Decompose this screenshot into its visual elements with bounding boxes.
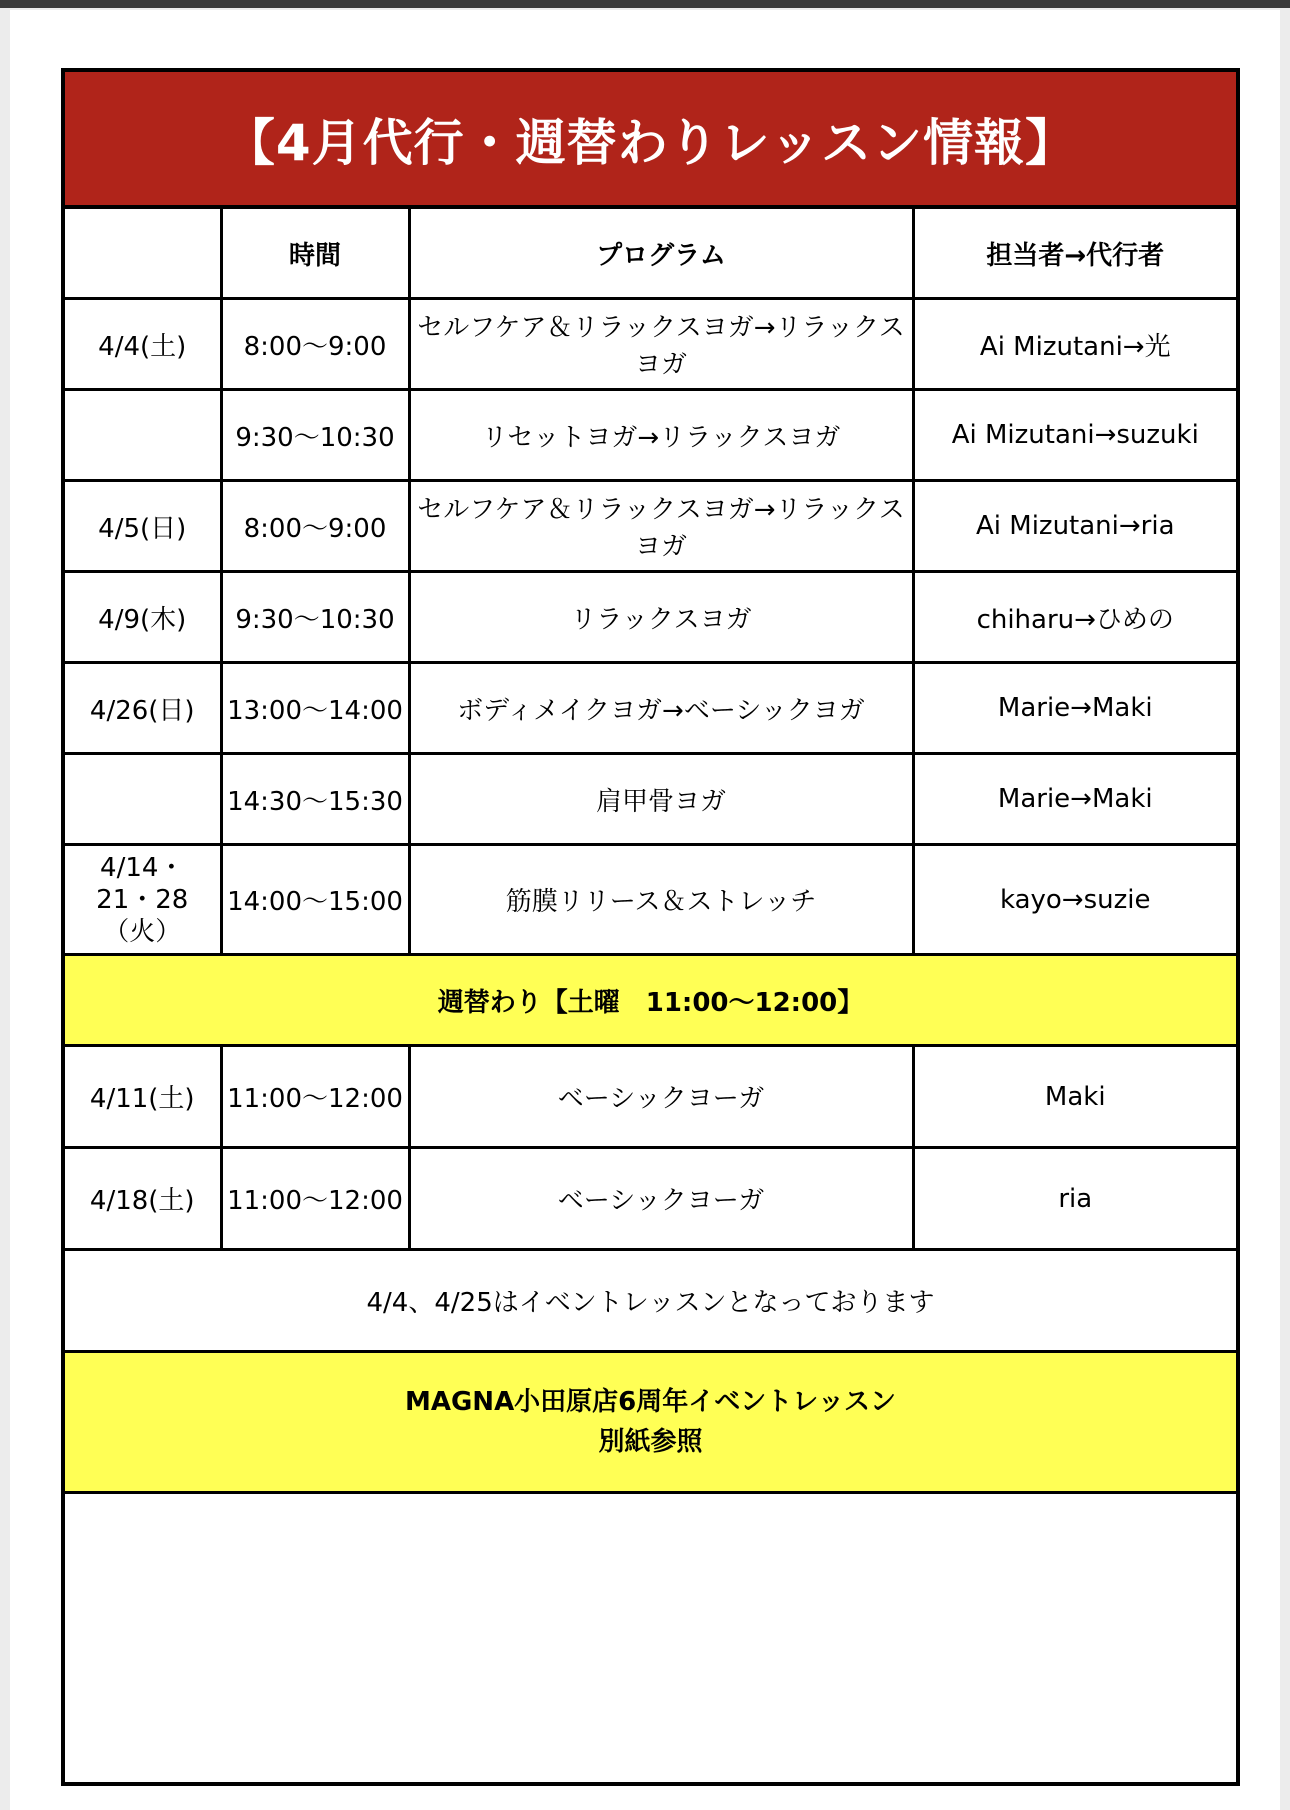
cell-time: 11:00～12:00 xyxy=(221,1148,409,1250)
cell-program: ベーシックヨーガ xyxy=(409,1046,913,1148)
event-subtitle: 別紙参照 xyxy=(598,1427,703,1457)
cell-date: 4/11(土) xyxy=(65,1046,221,1148)
header-program: プログラム xyxy=(409,209,913,299)
cell-program: セルフケア＆リラックスヨガ→リラックスヨガ xyxy=(409,299,913,390)
cell-instructor: ria xyxy=(913,1148,1236,1250)
cell-program: ベーシックヨーガ xyxy=(409,1148,913,1250)
cell-date: 4/26(日) xyxy=(65,663,221,754)
cell-instructor: Ai Mizutani→suzuki xyxy=(913,390,1236,481)
document-page xyxy=(10,10,1280,1810)
table-row xyxy=(65,572,1236,663)
event-title: MAGNA小田原店6周年イベントレッスン xyxy=(404,1387,897,1417)
cell-instructor: Marie→Maki xyxy=(913,663,1236,754)
cell-program: リセットヨガ→リラックスヨガ xyxy=(409,390,913,481)
cell-instructor: Ai Mizutani→光 xyxy=(913,299,1236,390)
table-row xyxy=(65,481,1236,572)
cell-date: 4/9(木) xyxy=(65,572,221,663)
cell-time: 13:00～14:00 xyxy=(221,663,409,754)
date-line: 21・28 xyxy=(96,884,189,915)
table-row xyxy=(65,845,1236,955)
cell-date xyxy=(65,754,221,845)
cell-instructor: Maki xyxy=(913,1046,1236,1148)
cell-time: 11:00～12:00 xyxy=(221,1046,409,1148)
cell-time: 14:00～15:00 xyxy=(221,845,409,955)
schedule-table xyxy=(65,209,1236,1785)
cell-program: 筋膜リリース＆ストレッチ xyxy=(409,845,913,955)
cell-date: 4/5(日) xyxy=(65,481,221,572)
header-time: 時間 xyxy=(221,209,409,299)
date-line: （火） xyxy=(103,916,182,947)
cell-time: 8:00～9:00 xyxy=(221,481,409,572)
event-notice xyxy=(65,1352,1236,1493)
cell-program: セルフケア＆リラックスヨガ→リラックスヨガ xyxy=(409,481,913,572)
cell-time: 9:30～10:30 xyxy=(221,390,409,481)
page-title: 【4月代行・週替わりレッスン情報】 xyxy=(65,72,1236,209)
cell-program: 肩甲骨ヨガ xyxy=(409,754,913,845)
schedule-sheet xyxy=(61,68,1240,1786)
cell-date: 4/18(土) xyxy=(65,1148,221,1250)
cell-time: 14:30～15:30 xyxy=(221,754,409,845)
table-row xyxy=(65,299,1236,390)
table-row xyxy=(65,754,1236,845)
date-line: 4/14・ xyxy=(100,852,185,883)
header-date xyxy=(65,209,221,299)
cell-instructor: chiharu→ひめの xyxy=(913,572,1236,663)
cell-program: ボディメイクヨガ→ベーシックヨガ xyxy=(409,663,913,754)
cell-date: 4/4(土) xyxy=(65,299,221,390)
cell-instructor: Ai Mizutani→ria xyxy=(913,481,1236,572)
weekly-band-label: 週替わり【土曜 11:00～12:00】 xyxy=(65,955,1236,1046)
cell-date xyxy=(65,390,221,481)
table-row xyxy=(65,1148,1236,1250)
top-bar xyxy=(0,0,1290,8)
weekly-band xyxy=(65,955,1236,1046)
table-header xyxy=(65,209,1236,299)
cell-instructor: kayo→suzie xyxy=(913,845,1236,955)
cell-date xyxy=(65,845,221,955)
table-row xyxy=(65,390,1236,481)
blank-area xyxy=(65,1493,1236,1784)
table-row xyxy=(65,663,1236,754)
cell-program: リラックスヨガ xyxy=(409,572,913,663)
note-row xyxy=(65,1250,1236,1352)
cell-instructor: Marie→Maki xyxy=(913,754,1236,845)
blank-cell xyxy=(65,1493,1236,1784)
note-text: 4/4、4/25はイベントレッスンとなっております xyxy=(65,1250,1236,1352)
event-row xyxy=(65,1352,1236,1493)
cell-time: 9:30～10:30 xyxy=(221,572,409,663)
header-instructor: 担当者→代行者 xyxy=(913,209,1236,299)
cell-time: 8:00～9:00 xyxy=(221,299,409,390)
table-row xyxy=(65,1046,1236,1148)
